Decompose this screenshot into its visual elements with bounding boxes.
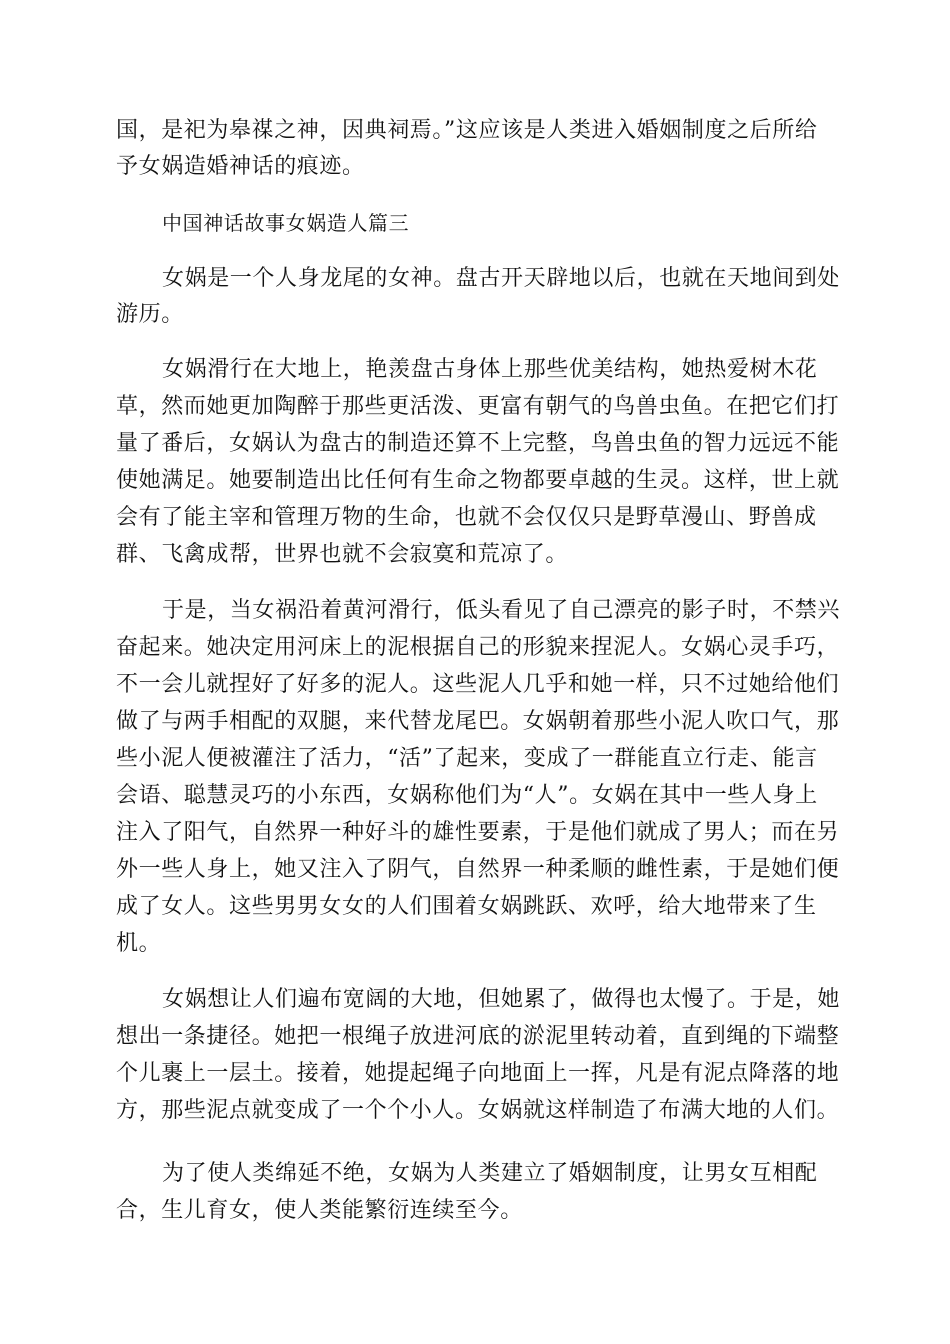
text-line: 草，然而她更加陶醉于那些更活泼、更富有朝气的鸟兽虫鱼。在把它们打: [116, 394, 840, 419]
text-line: 些小泥人便被灌注了活力，“活”了起来，变成了一群能直立行走、能言: [116, 746, 818, 771]
text-line: 外一些人身上，她又注入了阴气，自然界一种柔顺的雌性素，于是她们便: [116, 857, 840, 882]
text-line: 奋起来。她决定用河床上的泥根据自己的形貌来捏泥人。女娲心灵手巧，: [116, 635, 840, 660]
text-line: 注入了阳气，自然界一种好斗的雄性要素，于是他们就成了男人；而在另: [116, 820, 840, 845]
text-line: 女娲想让人们遍布宽阔的大地，但她累了，做得也太慢了。于是，她: [162, 987, 841, 1012]
text-line: 方，那些泥点就变成了一个个小人。女娲就这样制造了布满大地的人们。: [116, 1098, 840, 1123]
text-line: 会有了能主宰和管理万物的生命，也就不会仅仅只是野草漫山、野兽成: [116, 505, 817, 530]
text-line: 于是，当女祸沿着黄河滑行，低头看见了自己漂亮的影子时，不禁兴: [162, 598, 841, 623]
text-line: 游历。: [116, 302, 184, 327]
text-line: 为了使人类绵延不绝，女娲为人类建立了婚姻制度，让男女互相配: [162, 1161, 818, 1186]
text-line: 机。: [116, 931, 162, 956]
text-line: 个儿裹上一层土。接着，她提起绳子向地面上一挥，凡是有泥点降落的地: [116, 1061, 840, 1086]
text-line: 群、飞禽成帮，世界也就不会寂寞和荒凉了。: [116, 542, 569, 567]
section-heading: 中国神话故事女娲造人篇三: [162, 211, 410, 235]
text-line: 使她满足。她要制造出比任何有生命之物都要卓越的生灵。这样，世上就: [116, 468, 840, 493]
text-line: 国，是祀为皋禖之神，因典祠焉。”这应该是人类进入婚姻制度之后所给: [116, 118, 818, 143]
text-line: 量了番后，女娲认为盘古的制造还算不上完整，鸟兽虫鱼的智力远远不能: [116, 431, 840, 456]
text-line: 会语、聪慧灵巧的小东西，女娲称他们为“人”。女娲在其中一些人身上: [116, 783, 818, 808]
text-line: 女娲是一个人身龙尾的女神。盘古开天辟地以后，也就在天地间到处: [162, 266, 841, 291]
text-line: 成了女人。这些男男女女的人们围着女娲跳跃、欢呼，给大地带来了生: [116, 894, 817, 919]
text-line: 女娲滑行在大地上，艳羡盘古身体上那些优美结构，她热爱树木花: [162, 357, 818, 382]
text-line: 予女娲造婚神话的痕迹。: [116, 154, 365, 179]
text-line: 做了与两手相配的双腿，来代替龙尾巴。女娲朝着那些小泥人吹口气，那: [116, 709, 840, 734]
text-line: 合，生儿育女，使人类能繁衍连续至今。: [116, 1198, 523, 1223]
text-line: 想出一条捷径。她把一根绳子放进河底的淤泥里转动着，直到绳的下端整: [116, 1024, 840, 1049]
text-line: 不一会儿就捏好了好多的泥人。这些泥人几乎和她一样，只不过她给他们: [116, 672, 840, 697]
